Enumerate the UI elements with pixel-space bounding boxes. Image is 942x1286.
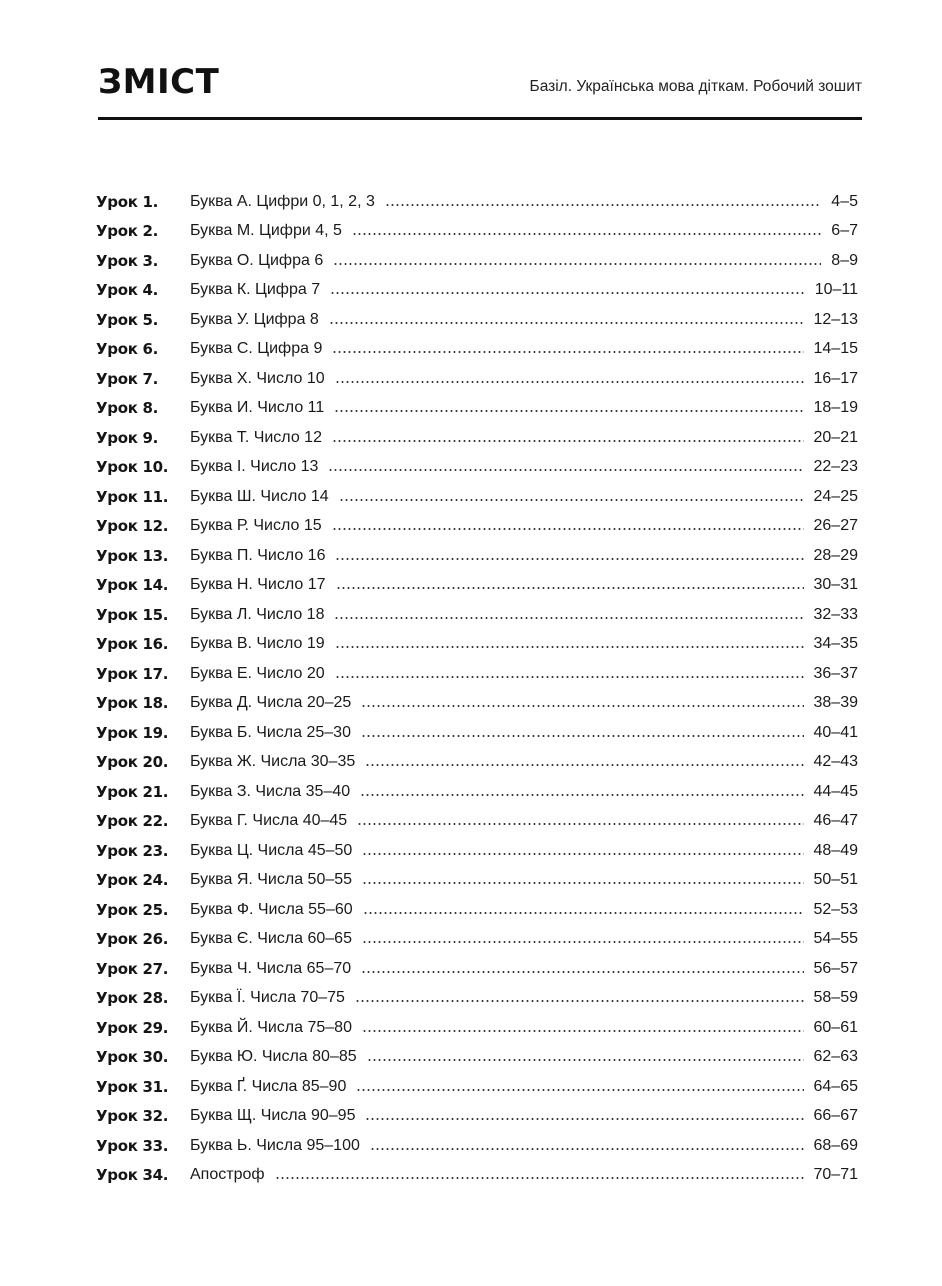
toc-dot-leader <box>360 794 803 796</box>
toc-row[interactable] <box>96 1013 858 1043</box>
toc-page-range: 20–21 <box>813 428 858 446</box>
toc-row[interactable] <box>96 689 858 719</box>
toc-lesson-number: Урок 11. <box>96 487 169 506</box>
toc-topic: Буква І. Число 13 <box>190 458 319 476</box>
toc-dot-leader <box>362 1030 804 1032</box>
toc-page-range: 70–71 <box>813 1166 858 1184</box>
toc-page-range: 44–45 <box>813 782 858 800</box>
toc-dot-leader <box>335 676 804 678</box>
toc-topic: Буква Ь. Числа 95–100 <box>190 1136 360 1154</box>
toc-page-range: 10–11 <box>814 281 858 299</box>
toc-lesson-number: Урок 26. <box>96 930 169 949</box>
toc-lesson-number: Урок 33. <box>96 1136 169 1155</box>
toc-page-range: 42–43 <box>813 753 858 771</box>
toc-page-range: 24–25 <box>813 487 858 505</box>
toc-row[interactable] <box>96 512 858 542</box>
toc-lesson-number: Урок 7. <box>96 369 159 388</box>
toc-row[interactable] <box>96 777 858 807</box>
toc-dot-leader <box>335 381 804 383</box>
toc-lesson-number: Урок 16. <box>96 635 169 654</box>
toc-page-range: 22–23 <box>813 458 858 476</box>
toc-topic: Буква Б. Числа 25–30 <box>190 723 351 741</box>
toc-dot-leader <box>365 764 803 766</box>
toc-topic: Буква Н. Число 17 <box>190 576 326 594</box>
toc-row[interactable] <box>96 836 858 866</box>
toc-topic: Буква Ш. Число 14 <box>190 487 329 505</box>
toc-lesson-number: Урок 30. <box>96 1048 169 1067</box>
toc-topic: Буква Ґ. Числа 85–90 <box>190 1077 347 1095</box>
toc-topic: Буква Е. Число 20 <box>190 664 325 682</box>
toc-dot-leader <box>365 1118 803 1120</box>
toc-lesson-number: Урок 2. <box>96 222 159 241</box>
toc-topic: Буква А. Цифри 0, 1, 2, 3 <box>190 192 375 210</box>
toc-row[interactable] <box>96 600 858 630</box>
toc-dot-leader <box>362 882 803 884</box>
toc-page-range: 36–37 <box>813 664 858 682</box>
toc-lesson-number: Урок 3. <box>96 251 159 270</box>
toc-dot-leader <box>361 971 803 973</box>
toc-lesson-number: Урок 31. <box>96 1077 169 1096</box>
toc-lesson-number: Урок 24. <box>96 871 169 890</box>
toc-lesson-number: Урок 25. <box>96 900 169 919</box>
toc-row[interactable] <box>96 1102 858 1132</box>
toc-dot-leader <box>355 1000 804 1002</box>
toc-dot-leader <box>335 558 803 560</box>
toc-page-range: 18–19 <box>813 399 858 417</box>
toc-row[interactable] <box>96 541 858 571</box>
toc-row[interactable] <box>96 659 858 689</box>
toc-dot-leader <box>335 646 804 648</box>
toc-lesson-number: Урок 22. <box>96 812 169 831</box>
toc-page-range: 52–53 <box>813 900 858 918</box>
toc-dot-leader <box>356 1089 803 1091</box>
toc-lesson-number: Урок 10. <box>96 458 169 477</box>
toc-lesson-number: Урок 18. <box>96 694 169 713</box>
toc-lesson-number: Урок 6. <box>96 340 159 359</box>
toc-topic: Буква Є. Числа 60–65 <box>190 930 352 948</box>
toc-topic: Буква В. Число 19 <box>190 635 325 653</box>
toc-row[interactable] <box>96 453 858 483</box>
toc-lesson-number: Урок 21. <box>96 782 169 801</box>
toc-lesson-number: Урок 23. <box>96 841 169 860</box>
toc-lesson-number: Урок 17. <box>96 664 169 683</box>
toc-dot-leader <box>332 528 804 530</box>
toc-row[interactable] <box>96 807 858 837</box>
toc-topic: Буква П. Число 16 <box>190 546 326 564</box>
toc-row[interactable] <box>96 187 858 217</box>
toc-page-range: 62–63 <box>813 1048 858 1066</box>
toc-dot-leader <box>370 1148 804 1150</box>
toc-dot-leader <box>336 587 804 589</box>
toc-page-range: 32–33 <box>813 605 858 623</box>
toc-topic: Буква Щ. Числа 90–95 <box>190 1107 356 1125</box>
toc-topic: Буква У. Цифра 8 <box>190 310 319 328</box>
toc-topic: Буква О. Цифра 6 <box>190 251 324 269</box>
toc-row[interactable] <box>96 954 858 984</box>
toc-topic: Буква Р. Число 15 <box>190 517 322 535</box>
toc-row[interactable] <box>96 1043 858 1073</box>
toc-row[interactable] <box>96 246 858 276</box>
toc-page-range: 46–47 <box>813 812 858 830</box>
toc-row[interactable] <box>96 630 858 660</box>
toc-dot-leader <box>361 735 804 737</box>
toc-dot-leader <box>334 410 803 412</box>
toc-page-range: 60–61 <box>813 1018 858 1036</box>
toc-dot-leader <box>339 499 804 501</box>
toc-row[interactable] <box>96 984 858 1014</box>
toc-page-range: 12–13 <box>813 310 858 328</box>
toc-page-range: 54–55 <box>813 930 858 948</box>
page-title: ЗМІСТ <box>98 62 220 102</box>
toc-dot-leader <box>332 351 803 353</box>
toc-row[interactable] <box>96 335 858 365</box>
toc-topic: Буква Ю. Числа 80–85 <box>190 1048 357 1066</box>
toc-lesson-number: Урок 20. <box>96 753 169 772</box>
toc-row[interactable] <box>96 1131 858 1161</box>
toc-page-range: 28–29 <box>813 546 858 564</box>
toc-page-range: 56–57 <box>813 959 858 977</box>
toc-row[interactable] <box>96 748 858 778</box>
toc-lesson-number: Урок 32. <box>96 1107 169 1126</box>
table-of-contents <box>96 187 858 1190</box>
toc-lesson-number: Урок 9. <box>96 428 159 447</box>
toc-dot-leader <box>362 853 803 855</box>
toc-dot-leader <box>275 1177 804 1179</box>
toc-lesson-number: Урок 34. <box>96 1166 169 1185</box>
toc-page-range: 50–51 <box>813 871 858 889</box>
toc-dot-leader <box>328 469 803 471</box>
toc-page-range: 6–7 <box>831 222 858 240</box>
toc-topic: Буква Ц. Числа 45–50 <box>190 841 353 859</box>
toc-row[interactable] <box>96 423 858 453</box>
book-title: Базіл. Українська мова діткам. Робочий зошит <box>529 78 862 95</box>
toc-lesson-number: Урок 28. <box>96 989 169 1008</box>
toc-topic: Буква Й. Числа 75–80 <box>190 1018 352 1036</box>
toc-dot-leader <box>363 912 804 914</box>
toc-page-range: 58–59 <box>813 989 858 1007</box>
toc-page-range: 64–65 <box>813 1077 858 1095</box>
toc-page-range: 38–39 <box>813 694 858 712</box>
toc-dot-leader <box>329 322 804 324</box>
toc-lesson-number: Урок 27. <box>96 959 169 978</box>
toc-lesson-number: Урок 4. <box>96 281 159 300</box>
toc-page-range: 66–67 <box>813 1107 858 1125</box>
toc-topic: Буква Ч. Числа 65–70 <box>190 959 352 977</box>
toc-topic: Буква Л. Число 18 <box>190 605 325 623</box>
toc-row[interactable] <box>96 217 858 247</box>
toc-dot-leader <box>333 263 821 265</box>
toc-page-range: 26–27 <box>813 517 858 535</box>
toc-row[interactable] <box>96 394 858 424</box>
toc-dot-leader <box>352 233 821 235</box>
toc-lesson-number: Урок 19. <box>96 723 169 742</box>
toc-topic: Буква Ї. Числа 70–75 <box>190 989 345 1007</box>
toc-row[interactable] <box>96 571 858 601</box>
toc-row[interactable] <box>96 276 858 306</box>
toc-dot-leader <box>332 440 804 442</box>
toc-topic: Апостроф <box>190 1166 265 1184</box>
toc-topic: Буква Д. Числа 20–25 <box>190 694 352 712</box>
toc-page-range: 16–17 <box>813 369 858 387</box>
toc-lesson-number: Урок 12. <box>96 517 169 536</box>
toc-row[interactable] <box>96 718 858 748</box>
toc-dot-leader <box>330 292 805 294</box>
toc-topic: Буква И. Число 11 <box>190 399 325 417</box>
toc-dot-leader <box>385 204 821 206</box>
toc-row[interactable] <box>96 364 858 394</box>
toc-row[interactable] <box>96 1161 858 1191</box>
toc-lesson-number: Урок 1. <box>96 192 159 211</box>
toc-lesson-number: Урок 29. <box>96 1018 169 1037</box>
toc-topic: Буква Г. Числа 40–45 <box>190 812 348 830</box>
toc-page-range: 14–15 <box>813 340 858 358</box>
toc-page-range: 30–31 <box>813 576 858 594</box>
toc-topic: Буква М. Цифри 4, 5 <box>190 222 342 240</box>
toc-topic: Буква Я. Числа 50–55 <box>190 871 353 889</box>
page-header <box>98 58 862 118</box>
toc-row[interactable] <box>96 305 858 335</box>
toc-dot-leader <box>357 823 803 825</box>
toc-topic: Буква Ж. Числа 30–35 <box>190 753 356 771</box>
toc-topic: Буква К. Цифра 7 <box>190 281 321 299</box>
toc-dot-leader <box>367 1059 804 1061</box>
toc-lesson-number: Урок 15. <box>96 605 169 624</box>
toc-row[interactable] <box>96 895 858 925</box>
header-divider <box>98 117 862 120</box>
toc-row[interactable] <box>96 1072 858 1102</box>
toc-page-range: 40–41 <box>813 723 858 741</box>
toc-lesson-number: Урок 13. <box>96 546 169 565</box>
toc-lesson-number: Урок 14. <box>96 576 169 595</box>
toc-row[interactable] <box>96 482 858 512</box>
toc-page-range: 8–9 <box>831 251 858 269</box>
toc-lesson-number: Урок 8. <box>96 399 159 418</box>
toc-page-range: 68–69 <box>813 1136 858 1154</box>
toc-lesson-number: Урок 5. <box>96 310 159 329</box>
toc-topic: Буква Т. Число 12 <box>190 428 322 446</box>
toc-topic: Буква С. Цифра 9 <box>190 340 323 358</box>
toc-row[interactable] <box>96 925 858 955</box>
toc-row[interactable] <box>96 866 858 896</box>
toc-dot-leader <box>361 705 803 707</box>
toc-page-range: 48–49 <box>813 841 858 859</box>
toc-topic: Буква З. Числа 35–40 <box>190 782 351 800</box>
toc-page-range: 4–5 <box>831 192 858 210</box>
toc-topic: Буква Х. Число 10 <box>190 369 325 387</box>
toc-page-range: 34–35 <box>813 635 858 653</box>
toc-dot-leader <box>334 617 803 619</box>
toc-dot-leader <box>362 941 804 943</box>
toc-topic: Буква Ф. Числа 55–60 <box>190 900 353 918</box>
